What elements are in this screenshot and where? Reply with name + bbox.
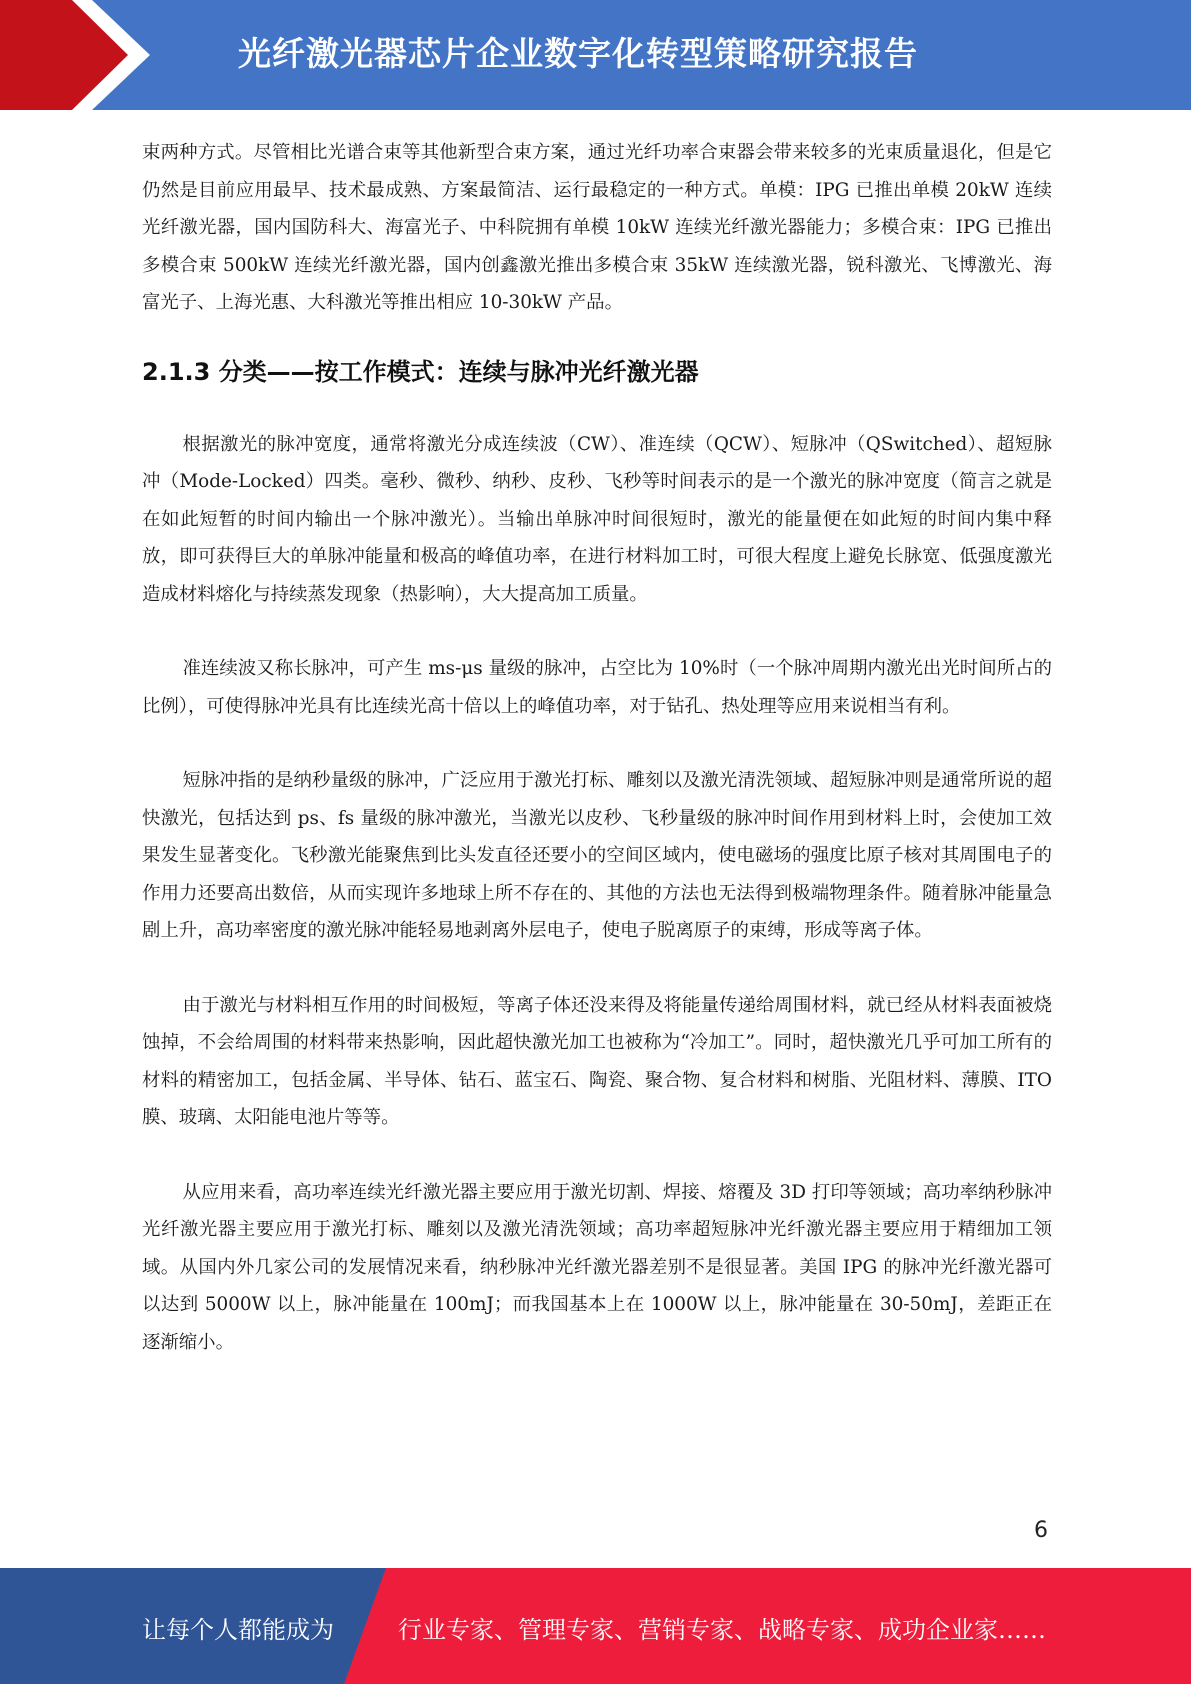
intro-paragraph: 束两种方式。尽管相比光谱合束等其他新型合束方案，通过光纤功率合束器会带来较多的光束质量退化，但是它仍然是目前应用最早、技术最成熟、方案最简洁、运行最稳定的一种方式。单模：IPG 已推出单模 20kW 连续光纤激光器，国内国防科大、海富光子、中科院拥有单模 10kW 连续光纤激光器能力；多模合束：IPG 已推出多模合束 500kW 连续光纤激光器，国内创鑫激光推出多模合束 35kW 连续激光器，锐科激光、飞博激光、海富光子、上海光惠、大科激光等推出相应 10-30kW 产品。 (142, 142, 1052, 313)
paragraph-gap (142, 725, 1052, 762)
paragraph-cold-processing: 由于激光与材料相互作用的时间极短，等离子体还没来得及将能量传递给周围材料，就已经从材料表面被烧蚀掉，不会给周围的材料带来热影响，因此超快激光加工也被称为“冷加工”。同时，超快激光几乎可加工所有的材料的精密加工，包括金属、半导体、钻石、蓝宝石、陶瓷、聚合物、复合材料和树脂、光阻材料、薄膜、ITO 膜、玻璃、太阳能电池片等等。 (142, 994, 1052, 1128)
footer-slogan-left: 让每个人都能成为 (142, 1616, 334, 1644)
page-number: 6 (1034, 1518, 1048, 1543)
paragraph-applications: 从应用来看，高功率连续光纤激光器主要应用于激光切割、焊接、熔覆及 3D 打印等领域；高功率纳秒脉冲光纤激光器主要应用于激光打标、雕刻以及激光清洗领域；高功率超短脉冲光纤激光器主要应用于精细加工领域。从国内外几家公司的发展情况来看，纳秒脉冲光纤激光器差别不是很显著。美国 IPG 的脉冲光纤激光器可以达到 5000W 以上，脉冲能量在 100mJ；而我国基本上在 1000W 以上，脉冲能量在 30-50mJ，差距正在逐渐缩小。 (142, 1181, 1052, 1353)
document-body (142, 134, 1052, 1361)
section-heading: 2.1.3 分类——按工作模式：连续与脉冲光纤激光器 (142, 357, 699, 386)
report-title: 光纤激光器芯片企业数字化转型策略研究报告 (238, 34, 918, 73)
paragraph-pulse-width: 根据激光的脉冲宽度，通常将激光分成连续波（CW）、准连续（QCW）、短脉冲（QSwitched）、超短脉冲（Mode-Locked）四类。毫秒、微秒、纳秒、皮秒、飞秒等时间表示的是一个激光的脉冲宽度（简言之就是在如此短暂的时间内输出一个脉冲激光）。当输出单脉冲时间很短时，激光的能量便在如此短的时间内集中释放，即可获得巨大的单脉冲能量和极高的峰值功率，在进行材料加工时，可很大程度上避免长脉宽、低强度激光造成材料熔化与持续蒸发现象（热影响），大大提高加工质量。 (142, 433, 1052, 605)
paragraph-gap (142, 950, 1052, 987)
paragraph-short-pulse: 短脉冲指的是纳秒量级的脉冲，广泛应用于激光打标、雕刻以及激光清洗领域、超短脉冲则是通常所说的超快激光，包括达到 ps、fs 量级的脉冲激光，当激光以皮秒、飞秒量级的脉冲时间作用到材料上时，会使加工效果发生显著变化。飞秒激光能聚焦到比头发直径还要小的空间区域内，使电磁场的强度比原子核对其周围电子的作用力还要高出数倍，从而实现许多地球上所不存在的、其他的方法也无法得到极端物理条件。随着脉冲能量急剧上升，高功率密度的激光脉冲能轻易地剥离外层电子，使电子脱离原子的束缚，形成等离子体。 (142, 770, 1052, 941)
paragraph-gap (142, 613, 1052, 650)
paragraph-qcw: 准连续波又称长脉冲，可产生 ms-μs 量级的脉冲，占空比为 10%时（一个脉冲周期内激光出光时间所占的比例），可使得脉冲光具有比连续光高十倍以上的峰值功率，对于钻孔、热处理等应用来说相当有利。 (142, 658, 1052, 717)
paragraph-gap (142, 1137, 1052, 1174)
footer-slogan-right: 行业专家、管理专家、营销专家、战略专家、成功企业家…… (398, 1616, 1046, 1644)
header-banner (0, 0, 1191, 110)
footer-banner (0, 1568, 1191, 1684)
